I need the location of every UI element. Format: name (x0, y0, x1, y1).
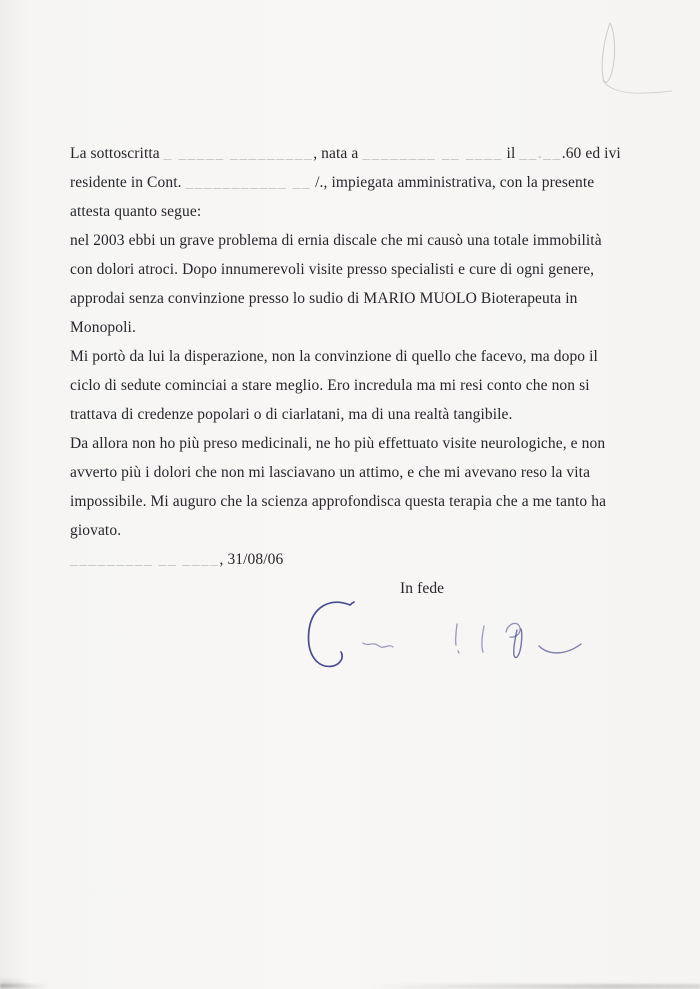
letter-body (70, 139, 656, 603)
letter-line (70, 371, 656, 400)
scan-edge-artifact (0, 984, 700, 989)
text-run: approdai senza convinzione presso lo sudio di MARIO MUOLO Bioterapeuta in (70, 290, 578, 307)
letter-line (70, 342, 656, 371)
redacted-text: _________ __ ____ (70, 551, 220, 568)
letter-line (70, 487, 656, 516)
text-run: In fede (400, 580, 445, 597)
text-run: nel 2003 ebbi un grave problema di ernia discale che mi causò una totale immobilità (70, 232, 602, 249)
text-run: .60 ed ivi (561, 145, 621, 162)
letter-line (70, 516, 656, 545)
text-run: La sottoscritta (70, 145, 164, 162)
text-run: il (502, 145, 520, 162)
text-run: residente in Cont. (70, 174, 186, 191)
text-run: trattava di credenze popolari o di ciarlatani, ma di una realtà tangibile. (70, 406, 513, 423)
text-run: Monopoli. (70, 319, 136, 336)
redacted-text: _ _____ _________ (163, 145, 314, 162)
text-run: giovato. (70, 522, 122, 539)
letter-line (70, 313, 656, 342)
text-run: /., impiegata amministrativa, con la presente (311, 174, 595, 191)
redacted-text: ___________ __ (185, 174, 312, 191)
text-run: ciclo di sedute cominciai a stare meglio. Ero incredula ma mi resi conto che non si (70, 377, 590, 394)
text-run: , 31/08/06 (219, 551, 284, 568)
text-run: Mi portò da lui la disperazione, non la convinzione di quello che facevo, ma dopo il (70, 348, 598, 365)
redacted-text: ________ __ ____ (362, 145, 503, 162)
letter-line (70, 284, 656, 313)
letter-line (70, 255, 656, 284)
signature-ink (292, 594, 592, 682)
letter-line (70, 197, 656, 226)
letter-line (70, 429, 656, 458)
letter-line (70, 139, 656, 168)
text-run: avverto più i dolori che non mi lasciavano un attimo, e che mi avevano reso la vita (70, 464, 591, 481)
pen-stroke-mark (596, 20, 680, 98)
scan-corner-artifact (0, 977, 34, 987)
text-run: Da allora non ho più preso medicinali, ne ho più effettuato visite neurologiche, e non (70, 435, 606, 452)
letter-line (70, 400, 656, 429)
text-run: con dolori atroci. Dopo innumerevoli visite presso specialisti e cure di ogni genere, (70, 261, 595, 278)
text-run: impossibile. Mi auguro che la scienza approfondisca questa terapia che a me tanto ha (70, 493, 607, 510)
letter-line (70, 168, 656, 197)
redacted-text: __.__ (519, 145, 562, 162)
letter-line (70, 545, 656, 574)
text-run: attesta quanto segue: (70, 203, 202, 220)
letter-line (70, 458, 656, 487)
text-run: , nata a (313, 145, 363, 162)
letter-line (70, 226, 656, 255)
